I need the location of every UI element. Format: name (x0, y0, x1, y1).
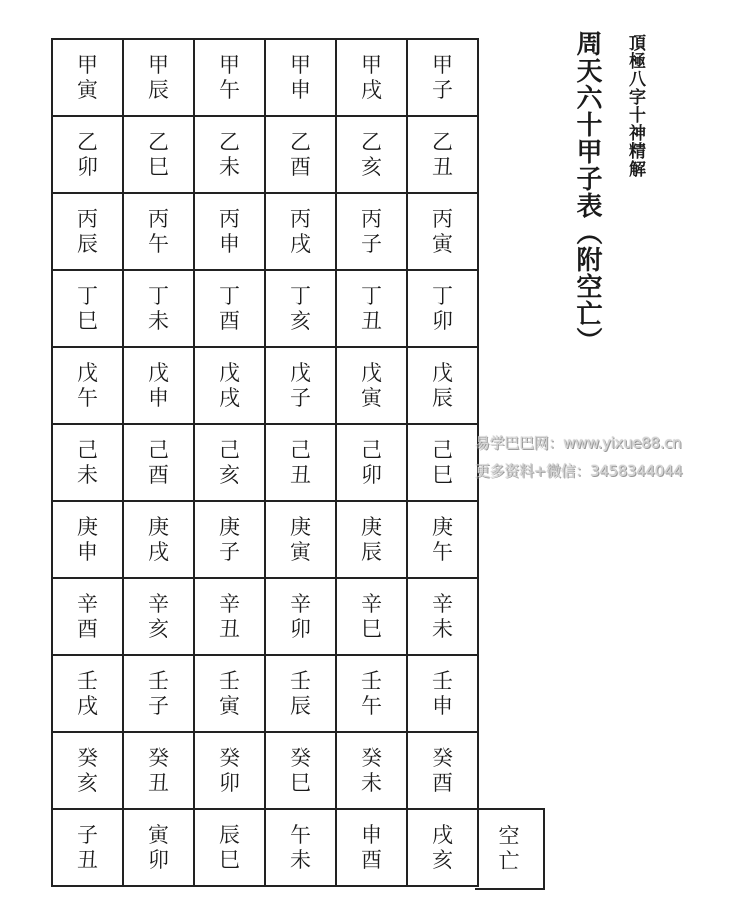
ganzhi-cell (124, 502, 195, 579)
cell-bottom-char: 申 (432, 693, 453, 718)
table-row (53, 117, 479, 194)
cell-bottom-char: 丑 (361, 308, 382, 333)
ganzhi-cell (408, 40, 479, 117)
ganzhi-cell (266, 502, 337, 579)
table-row (53, 579, 479, 656)
cell-top-char: 午 (290, 822, 311, 847)
cell-bottom-char: 酉 (361, 847, 382, 872)
ganzhi-cell (195, 425, 266, 502)
cell-top-char: 戌 (432, 822, 453, 847)
ganzhi-cell (408, 348, 479, 425)
cell-top-char: 辰 (219, 822, 240, 847)
cell-top-char: 丙 (77, 206, 98, 231)
cell-bottom-char: 未 (219, 154, 240, 179)
ganzhi-cell (53, 425, 124, 502)
cell-bottom-char: 巳 (77, 308, 98, 333)
cell-bottom-char: 子 (432, 77, 453, 102)
ganzhi-cell (195, 733, 266, 810)
ganzhi-cell (408, 810, 479, 887)
ganzhi-cell (124, 425, 195, 502)
cell-bottom-char: 戌 (219, 385, 240, 410)
cell-bottom-char: 卯 (432, 308, 453, 333)
ganzhi-cell (337, 194, 408, 271)
cell-bottom-char: 申 (219, 231, 240, 256)
ganzhi-cell (53, 579, 124, 656)
ganzhi-cell (337, 40, 408, 117)
ganzhi-cell (408, 502, 479, 579)
ganzhi-cell (124, 40, 195, 117)
cell-top-char: 癸 (77, 745, 98, 770)
cell-top-char: 戊 (432, 360, 453, 385)
cell-top-char: 庚 (148, 514, 169, 539)
cell-bottom-char: 卯 (219, 770, 240, 795)
void-label-char-2: 亡 (498, 849, 520, 873)
cell-top-char: 寅 (148, 822, 169, 847)
ganzhi-cell (195, 502, 266, 579)
table-row (53, 271, 479, 348)
cell-bottom-char: 卯 (148, 847, 169, 872)
ganzhi-cell (53, 733, 124, 810)
ganzhi-cell (337, 348, 408, 425)
table-row (53, 656, 479, 733)
cell-bottom-char: 寅 (290, 539, 311, 564)
cell-top-char: 壬 (290, 668, 311, 693)
cell-top-char: 己 (361, 437, 382, 462)
cell-bottom-char: 寅 (219, 693, 240, 718)
cell-bottom-char: 辰 (290, 693, 311, 718)
cell-top-char: 庚 (361, 514, 382, 539)
ganzhi-cell (266, 348, 337, 425)
ganzhi-cell (266, 425, 337, 502)
ganzhi-cell (53, 194, 124, 271)
cell-top-char: 癸 (219, 745, 240, 770)
cell-bottom-char: 申 (77, 539, 98, 564)
cell-bottom-char: 申 (290, 77, 311, 102)
cell-top-char: 己 (77, 437, 98, 462)
cell-bottom-char: 寅 (77, 77, 98, 102)
cell-bottom-char: 酉 (432, 770, 453, 795)
cell-top-char: 辛 (361, 591, 382, 616)
cell-top-char: 戊 (219, 360, 240, 385)
cell-top-char: 辛 (290, 591, 311, 616)
table-row (53, 348, 479, 425)
cell-bottom-char: 卯 (290, 616, 311, 641)
cell-top-char: 壬 (77, 668, 98, 693)
ganzhi-cell (195, 579, 266, 656)
ganzhi-cell (408, 194, 479, 271)
cell-bottom-char: 子 (219, 539, 240, 564)
cell-bottom-char: 寅 (432, 231, 453, 256)
cell-bottom-char: 未 (290, 847, 311, 872)
book-title: 頂極八字十神精解 (625, 34, 645, 178)
ganzhi-cell (195, 194, 266, 271)
ganzhi-cell (195, 40, 266, 117)
cell-bottom-char: 亥 (77, 770, 98, 795)
cell-bottom-char: 亥 (148, 616, 169, 641)
cell-top-char: 甲 (219, 52, 240, 77)
cell-top-char: 己 (290, 437, 311, 462)
ganzhi-cell (124, 656, 195, 733)
cell-bottom-char: 未 (77, 462, 98, 487)
cell-top-char: 丁 (148, 283, 169, 308)
cell-bottom-char: 寅 (361, 385, 382, 410)
cell-bottom-char: 丑 (219, 616, 240, 641)
ganzhi-cell (337, 425, 408, 502)
cell-top-char: 癸 (432, 745, 453, 770)
ganzhi-cell (266, 656, 337, 733)
cell-bottom-char: 辰 (148, 77, 169, 102)
cell-bottom-char: 未 (148, 308, 169, 333)
cell-top-char: 己 (432, 437, 453, 462)
ganzhi-cell (195, 656, 266, 733)
cell-bottom-char: 辰 (361, 539, 382, 564)
cell-top-char: 申 (361, 822, 382, 847)
ganzhi-cell (337, 810, 408, 887)
page-title: 周天六十甲子表（附空亡） (572, 30, 602, 354)
cell-top-char: 丙 (432, 206, 453, 231)
cell-top-char: 壬 (219, 668, 240, 693)
cell-top-char: 辛 (432, 591, 453, 616)
cell-bottom-char: 巳 (361, 616, 382, 641)
cell-bottom-char: 亥 (361, 154, 382, 179)
cell-bottom-char: 午 (148, 231, 169, 256)
cell-bottom-char: 戌 (77, 693, 98, 718)
ganzhi-cell (408, 656, 479, 733)
cell-top-char: 戊 (361, 360, 382, 385)
cell-top-char: 戊 (290, 360, 311, 385)
cell-bottom-char: 戌 (290, 231, 311, 256)
ganzhi-cell (124, 733, 195, 810)
cell-bottom-char: 酉 (148, 462, 169, 487)
ganzhi-cell (408, 579, 479, 656)
cell-bottom-char: 午 (361, 693, 382, 718)
ganzhi-cell (124, 271, 195, 348)
cell-top-char: 丁 (290, 283, 311, 308)
cell-bottom-char: 辰 (77, 231, 98, 256)
cell-top-char: 丙 (361, 206, 382, 231)
cell-top-char: 丙 (148, 206, 169, 231)
ganzhi-cell (337, 502, 408, 579)
cell-bottom-char: 丑 (148, 770, 169, 795)
ganzhi-cell (408, 733, 479, 810)
jiazi-table (51, 38, 479, 887)
cell-bottom-char: 未 (361, 770, 382, 795)
ganzhi-cell (195, 271, 266, 348)
cell-top-char: 癸 (148, 745, 169, 770)
cell-bottom-char: 子 (148, 693, 169, 718)
cell-bottom-char: 巳 (219, 847, 240, 872)
cell-top-char: 辛 (148, 591, 169, 616)
ganzhi-cell (266, 579, 337, 656)
cell-bottom-char: 丑 (432, 154, 453, 179)
cell-top-char: 戊 (77, 360, 98, 385)
cell-top-char: 辛 (77, 591, 98, 616)
cell-bottom-char: 戌 (148, 539, 169, 564)
table-row (53, 502, 479, 579)
cell-bottom-char: 未 (432, 616, 453, 641)
cell-bottom-char: 巳 (290, 770, 311, 795)
table-row (53, 810, 479, 887)
ganzhi-cell (124, 194, 195, 271)
ganzhi-cell (195, 348, 266, 425)
cell-bottom-char: 丑 (290, 462, 311, 487)
cell-bottom-char: 酉 (77, 616, 98, 641)
cell-top-char: 甲 (148, 52, 169, 77)
ganzhi-cell (53, 117, 124, 194)
cell-bottom-char: 子 (290, 385, 311, 410)
cell-bottom-char: 申 (148, 385, 169, 410)
ganzhi-cell (53, 810, 124, 887)
cell-top-char: 乙 (219, 129, 240, 154)
ganzhi-cell (124, 117, 195, 194)
ganzhi-cell (266, 271, 337, 348)
cell-top-char: 庚 (77, 514, 98, 539)
watermark-line-2: 更多资料+微信：3458344044 (475, 462, 683, 480)
ganzhi-cell (53, 271, 124, 348)
void-label-char-1: 空 (498, 824, 520, 848)
ganzhi-cell (337, 733, 408, 810)
cell-bottom-char: 亥 (432, 847, 453, 872)
ganzhi-cell (195, 117, 266, 194)
cell-bottom-char: 午 (219, 77, 240, 102)
table-row (53, 40, 479, 117)
cell-top-char: 癸 (290, 745, 311, 770)
cell-top-char: 甲 (361, 52, 382, 77)
cell-top-char: 丁 (77, 283, 98, 308)
cell-bottom-char: 酉 (290, 154, 311, 179)
cell-top-char: 戊 (148, 360, 169, 385)
cell-bottom-char: 午 (77, 385, 98, 410)
cell-top-char: 乙 (290, 129, 311, 154)
cell-bottom-char: 卯 (77, 154, 98, 179)
ganzhi-cell (337, 579, 408, 656)
ganzhi-cell (53, 348, 124, 425)
ganzhi-cell (266, 733, 337, 810)
table-row (53, 194, 479, 271)
cell-bottom-char: 辰 (432, 385, 453, 410)
cell-top-char: 己 (219, 437, 240, 462)
cell-bottom-char: 戌 (361, 77, 382, 102)
cell-top-char: 乙 (361, 129, 382, 154)
cell-bottom-char: 酉 (219, 308, 240, 333)
cell-top-char: 壬 (361, 668, 382, 693)
cell-top-char: 丁 (432, 283, 453, 308)
cell-top-char: 甲 (77, 52, 98, 77)
ganzhi-cell (408, 117, 479, 194)
cell-bottom-char: 卯 (361, 462, 382, 487)
cell-top-char: 庚 (219, 514, 240, 539)
cell-bottom-char: 亥 (290, 308, 311, 333)
cell-top-char: 乙 (432, 129, 453, 154)
ganzhi-cell (124, 348, 195, 425)
ganzhi-cell (53, 656, 124, 733)
ganzhi-cell (266, 194, 337, 271)
cell-top-char: 丙 (290, 206, 311, 231)
cell-top-char: 庚 (290, 514, 311, 539)
cell-top-char: 甲 (290, 52, 311, 77)
ganzhi-cell (53, 502, 124, 579)
cell-top-char: 壬 (432, 668, 453, 693)
ganzhi-cell (53, 40, 124, 117)
table-row (53, 425, 479, 502)
cell-bottom-char: 亥 (219, 462, 240, 487)
cell-top-char: 丙 (219, 206, 240, 231)
cell-top-char: 乙 (77, 129, 98, 154)
cell-top-char: 丁 (219, 283, 240, 308)
void-label-cell (475, 808, 545, 890)
cell-bottom-char: 巳 (432, 462, 453, 487)
cell-top-char: 甲 (432, 52, 453, 77)
ganzhi-cell (124, 579, 195, 656)
ganzhi-cell (408, 271, 479, 348)
table-row (53, 733, 479, 810)
cell-top-char: 子 (77, 822, 98, 847)
cell-bottom-char: 子 (361, 231, 382, 256)
ganzhi-cell (337, 117, 408, 194)
ganzhi-cell (266, 117, 337, 194)
cell-top-char: 壬 (148, 668, 169, 693)
ganzhi-cell (124, 810, 195, 887)
ganzhi-cell (408, 425, 479, 502)
cell-top-char: 乙 (148, 129, 169, 154)
cell-top-char: 辛 (219, 591, 240, 616)
watermark-line-1: 易学巴巴网：www.yixue88.cn (475, 434, 682, 452)
cell-bottom-char: 丑 (77, 847, 98, 872)
cell-top-char: 己 (148, 437, 169, 462)
ganzhi-cell (337, 656, 408, 733)
ganzhi-cell (195, 810, 266, 887)
cell-top-char: 庚 (432, 514, 453, 539)
cell-bottom-char: 巳 (148, 154, 169, 179)
ganzhi-cell (337, 271, 408, 348)
cell-top-char: 癸 (361, 745, 382, 770)
cell-bottom-char: 午 (432, 539, 453, 564)
cell-top-char: 丁 (361, 283, 382, 308)
ganzhi-cell (266, 810, 337, 887)
ganzhi-cell (266, 40, 337, 117)
